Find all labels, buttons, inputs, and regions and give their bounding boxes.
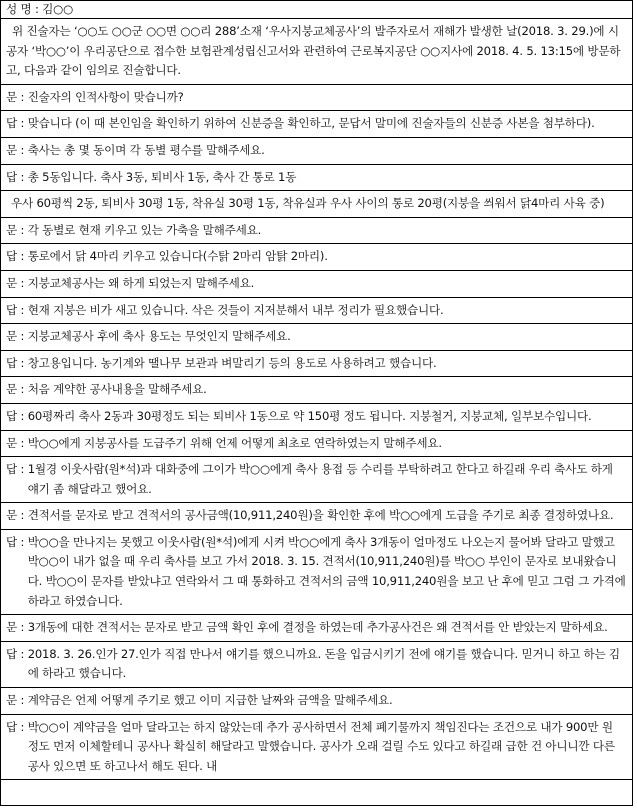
question-row bbox=[1, 615, 632, 642]
row-text: 박○○을 만나지는 못했고 이웃사람(원*석)에게 시켜 박○○에게 축사 3개동이 얼마정도 나오는지 물어봐 달라고 말했고 박○○이 내가 없을 때 우리 축사를 보고 가서 2018. 3. 15. 견적서(10,911,240원)를 박○○ 부인이 문자로 보내왔습니다. 박○○이 문자를 받았냐고 연락와서 그 때 통화하고 견적서의 금액 10,911,240원을 보고 난 후에 믿고 그럼 그 가격에 하라고 하였습니다. bbox=[27, 534, 626, 608]
row-text: 지붕교체공사 후에 축사 용도는 무엇인지 말해주세요. bbox=[27, 329, 291, 344]
answer-row bbox=[1, 351, 632, 378]
row-prefix: 답 : bbox=[6, 462, 28, 477]
row-prefix: 답 : bbox=[6, 169, 28, 184]
row-prefix: 문 : bbox=[6, 222, 28, 237]
answer-row bbox=[1, 244, 632, 271]
question-row bbox=[1, 85, 632, 112]
row-prefix: 답 : bbox=[6, 646, 28, 661]
row-prefix: 답 : bbox=[6, 249, 28, 264]
row-prefix: 답 : bbox=[6, 534, 28, 549]
row-prefix: 답 : bbox=[6, 302, 28, 317]
row-text: 지붕교체공사는 왜 하게 되었는지 말해주세요. bbox=[27, 275, 255, 290]
row-text: 처음 계약한 공사내용을 말해주세요. bbox=[27, 382, 207, 397]
row-prefix: 문 : bbox=[6, 89, 28, 104]
question-row bbox=[1, 324, 632, 351]
answer-row bbox=[1, 642, 632, 688]
question-row bbox=[1, 138, 632, 165]
row-prefix: 문 : bbox=[6, 382, 28, 397]
qa-list bbox=[1, 85, 632, 781]
question-row bbox=[1, 431, 632, 458]
row-text: 현재 지붕은 비가 새고 있습니다. 삭은 것들이 지저분해서 내부 정리가 필요했습니다. bbox=[27, 302, 444, 317]
row-prefix: 답 : bbox=[6, 116, 28, 131]
row-text: 2018. 3. 26.인가 27.인가 직접 만나서 얘기를 했으니까요. 돈을 입금시키기 전에 얘기를 했습니다. 믿거니 하고 하는 김에 하라고 했습니다. bbox=[27, 646, 620, 681]
question-row bbox=[1, 688, 632, 715]
answer-row bbox=[1, 715, 632, 781]
answer-row bbox=[1, 530, 632, 615]
row-text: 맞습니다 (이 때 본인임을 확인하기 위하여 신분증을 확인하고, 문답서 말미에 진술자들의 신분증 사본을 첨부하다). bbox=[27, 116, 595, 131]
row-text: 박○○에게 지붕공사를 도급주기 위해 언제 어떻게 최초로 연락하였는지 말해주세요. bbox=[27, 435, 442, 450]
name-line: 성 명 : 김○○ bbox=[1, 1, 632, 19]
question-row bbox=[1, 218, 632, 245]
row-text: 창고용입니다. 농기계와 땔나무 보관과 벼말리기 등의 용도로 사용하려고 했습니다. bbox=[27, 355, 437, 370]
row-prefix: 답 : bbox=[6, 719, 28, 734]
row-text: 견적서를 문자로 받고 견적서의 공사금액(10,911,240원)을 확인한 후에 박○○에게 도급을 주기로 최종 결정하였나요. bbox=[27, 508, 614, 523]
answer-row bbox=[1, 298, 632, 325]
row-prefix: 문 : bbox=[6, 142, 28, 157]
row-prefix: 답 : bbox=[6, 355, 28, 370]
note-row bbox=[1, 191, 632, 218]
row-text: 1월경 이웃사람(원*석)과 대화중에 그이가 박○○에게 축사 용접 등 수리를 부탁하려고 한다고 하길래 우리 축사도 하게 얘기 좀 해달라고 했어요. bbox=[27, 462, 613, 496]
row-text: 우사 60평씩 2동, 퇴비사 30평 1동, 착유실 30평 1동, 착유실과 우사 사이의 통로 20평(지붕을 씌워서 닭4마리 사육 중) bbox=[11, 196, 605, 211]
row-text: 총 5동입니다. 축사 3동, 퇴비사 1동, 축사 간 통로 1동 bbox=[27, 169, 297, 184]
row-text: 3개동에 대한 견적서는 문자로 받고 금액 확인 후에 결정을 하였는데 추가공사건은 왜 견적서를 안 받았는지 말하세요. bbox=[27, 620, 608, 635]
answer-row bbox=[1, 111, 632, 138]
row-text: 통로에서 닭 4마리 키우고 있습니다(수탉 2마리 암탉 2마리). bbox=[27, 249, 328, 264]
row-text: 박○○이 계약금을 얼마 달라고는 하지 않았는데 추가 공사하면서 전체 폐기물까지 책임진다는 조건으로 내가 900만 원 정도 먼저 이체할테니 공사나 확실히 해달라고 말했습니다. 공사가 오래 걸릴 수도 있다고 하길래 급한 건 아니니깐 다른 공사 있으면 또 하고나서 해도 된다. 내 bbox=[27, 719, 615, 773]
answer-row bbox=[1, 457, 632, 503]
row-prefix: 문 : bbox=[6, 693, 28, 708]
question-row bbox=[1, 377, 632, 404]
row-prefix: 문 : bbox=[6, 435, 28, 450]
row-text: 각 동별로 현재 키우고 있는 가축을 말해주세요. bbox=[27, 222, 262, 237]
row-text: 진술자의 인적사항이 맞습니까? bbox=[27, 89, 184, 104]
row-text: 60평짜리 축사 2동과 30평정도 되는 퇴비사 1동으로 약 150평 정도 됩니다. 지붕철거, 지붕교체, 일부보수입니다. bbox=[27, 408, 592, 423]
question-row bbox=[1, 271, 632, 298]
intro-paragraph: 위 진술자는 ‘○○도 ○○군 ○○면 ○○리 288’소재 ‘우사지붕교체공사’의 발주자로서 재해가 발생한 날(2018. 3. 29.)에 시공자 ‘박○○’이 우리공단으로 접수한 보험관계성립신고서와 관련하여 근로복지공단 ○○지사에 2018. 4. 5. 13:15에 방문하고, 다음과 같이 임의로 진술합니다. bbox=[1, 19, 632, 85]
question-row bbox=[1, 503, 632, 530]
row-prefix: 문 : bbox=[6, 508, 28, 523]
row-prefix: 답 : bbox=[6, 408, 28, 423]
row-text: 축사는 총 몇 동이며 각 동별 평수를 말해주세요. bbox=[27, 142, 265, 157]
answer-row bbox=[1, 404, 632, 431]
row-text: 계약금은 언제 어떻게 주기로 했고 이미 지급한 날짜와 금액을 말해주세요. bbox=[27, 693, 393, 708]
row-prefix: 문 : bbox=[6, 275, 28, 290]
answer-row bbox=[1, 165, 632, 192]
row-prefix: 문 : bbox=[6, 329, 28, 344]
row-prefix: 문 : bbox=[6, 620, 28, 635]
